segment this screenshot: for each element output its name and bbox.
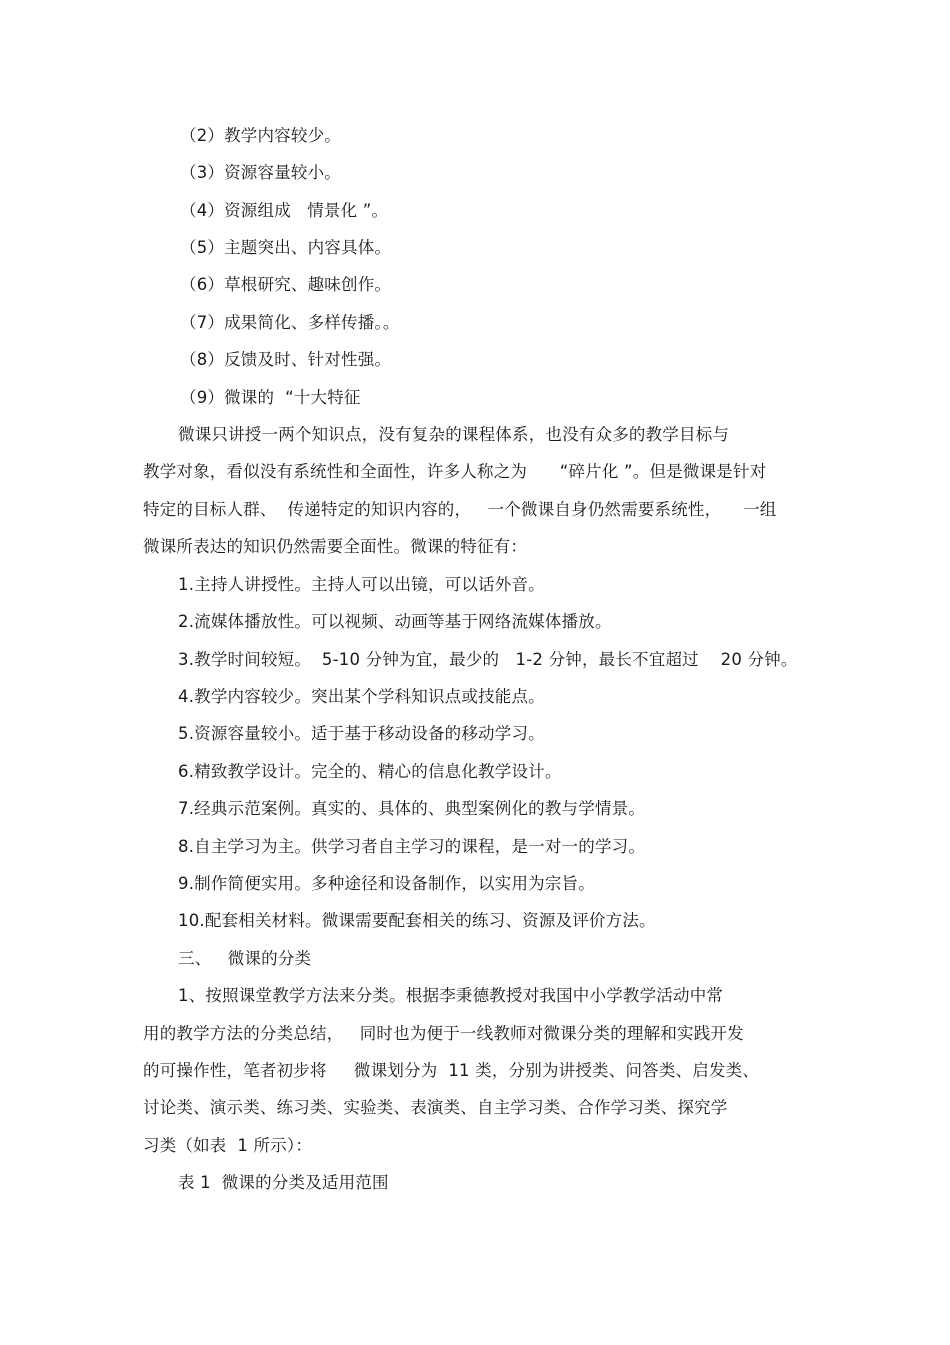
list-item: （2）教学内容较少。 xyxy=(180,126,341,145)
paragraph-line: 习类（如表 1 所示）： xyxy=(143,1136,313,1155)
paragraph-line: 教学对象，看似没有系统性和全面性，许多人称之为 “碎片化 ”。但是微课是针对 xyxy=(143,462,767,481)
paragraph-line: 用的教学方法的分类总结， 同时也为便于一线教师对微课分类的理解和实践开发 xyxy=(143,1024,744,1043)
feature-item: 5.资源容量较小。适于基于移动设备的移动学习。 xyxy=(178,724,545,743)
list-item: （9）微课的 “十大特征 xyxy=(180,388,361,407)
paragraph-line: 微课所表达的知识仍然需要全面性。微课的特征有： xyxy=(143,537,528,556)
list-item: （7）成果简化、多样传播。。 xyxy=(180,313,400,332)
paragraph-line: 讨论类、演示类、练习类、实验类、表演类、自主学习类、合作学习类、探究学 xyxy=(143,1098,728,1117)
list-item: （8）反馈及时、针对性强。 xyxy=(180,350,392,369)
list-item: （3）资源容量较小。 xyxy=(180,163,341,182)
paragraph-line: 微课只讲授一两个知识点，没有复杂的课程体系，也没有众多的教学目标与 xyxy=(178,425,730,444)
feature-item: 9.制作简便实用。多种途径和设备制作，以实用为宗旨。 xyxy=(178,874,595,893)
feature-item: 7.经典示范案例。真实的、具体的、典型案例化的教与学情景。 xyxy=(178,799,646,818)
list-item: （4）资源组成 情景化 ”。 xyxy=(180,201,389,220)
feature-item: 6.精致教学设计。完全的、精心的信息化教学设计。 xyxy=(178,762,562,781)
feature-item: 2.流媒体播放性。可以视频、动画等基于网络流媒体播放。 xyxy=(178,612,612,631)
paragraph-line: 的可操作性，笔者初步将 微课划分为 11 类，分别为讲授类、问答类、启发类、 xyxy=(143,1061,760,1080)
feature-item: 3.教学时间较短。 5-10 分钟为宜，最少的 1-2 分钟，最长不宜超过 20 分钟。 xyxy=(178,650,798,669)
list-item: （6）草根研究、趣味创作。 xyxy=(180,275,392,294)
feature-item: 8.自主学习为主。供学习者自主学习的课程，是一对一的学习。 xyxy=(178,837,646,856)
feature-item: 1.主持人讲授性。主持人可以出镜，可以话外音。 xyxy=(178,575,545,594)
section-heading: 三、 微课的分类 xyxy=(178,949,312,968)
paragraph-line: 1、按照课堂教学方法来分类。根据李秉德教授对我国中小学教学活动中常 xyxy=(178,986,724,1005)
feature-item: 4.教学内容较少。突出某个学科知识点或技能点。 xyxy=(178,687,545,706)
table-caption: 表 1 微课的分类及适用范围 xyxy=(178,1173,389,1192)
paragraph-line: 特定的目标人群、 传递特定的知识内容的， 一个微课自身仍然需要系统性， 一组 xyxy=(143,500,777,519)
list-item: （5）主题突出、内容具体。 xyxy=(180,238,392,257)
feature-item: 10.配套相关材料。微课需要配套相关的练习、资源及评价方法。 xyxy=(178,911,656,930)
